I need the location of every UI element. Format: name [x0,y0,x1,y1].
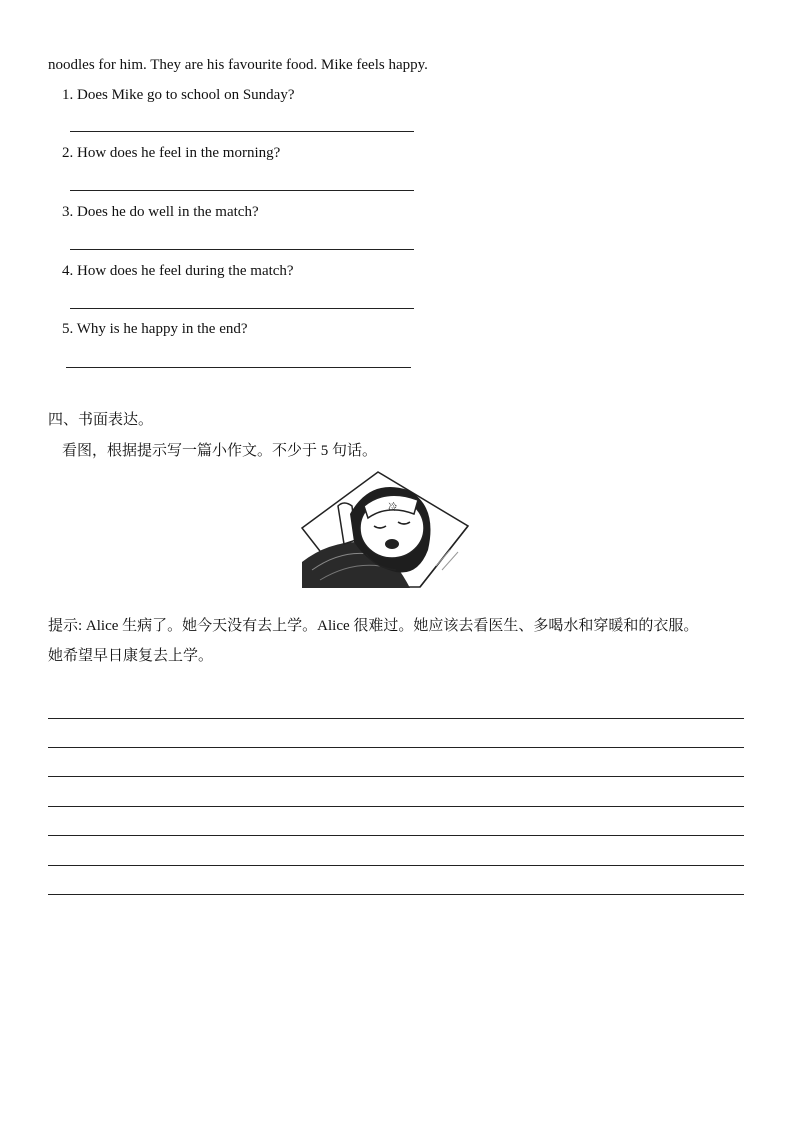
question-3: 3. Does he do well in the match? [62,204,259,220]
passage-end-text: noodles for him. They are his favourite food. Mike feels happy. [48,57,428,73]
hint-line-2: 她希望早日康复去上学。 [48,648,214,664]
section-instruction: 看图，根据提示写一篇小作文。不少于 5 句话。 [62,443,378,459]
sick-girl-illustration [300,470,470,588]
answer-line-5[interactable] [66,367,411,368]
writing-line-7[interactable] [48,894,744,895]
answer-line-3[interactable] [70,249,414,250]
writing-line-5[interactable] [48,835,744,836]
question-4: 4. How does he feel during the match? [62,263,294,279]
section-heading: 四、书面表达。 [48,412,154,428]
answer-line-4[interactable] [70,308,414,309]
svg-text:冷: 冷 [388,503,398,513]
writing-line-6[interactable] [48,865,744,866]
hint-line-1: 提示: Alice 生病了。她今天没有去上学。Alice 很难过。她应该去看医生、多喝水和穿暖和的衣服。 [48,618,699,634]
writing-line-3[interactable] [48,776,744,777]
question-2: 2. How does he feel in the morning? [62,145,281,161]
writing-line-1[interactable] [48,718,744,719]
question-5: 5. Why is he happy in the end? [62,321,248,337]
answer-line-2[interactable] [70,190,414,191]
question-1: 1. Does Mike go to school on Sunday? [62,87,295,103]
writing-line-2[interactable] [48,747,744,748]
answer-line-1[interactable] [70,131,414,132]
writing-line-4[interactable] [48,806,744,807]
